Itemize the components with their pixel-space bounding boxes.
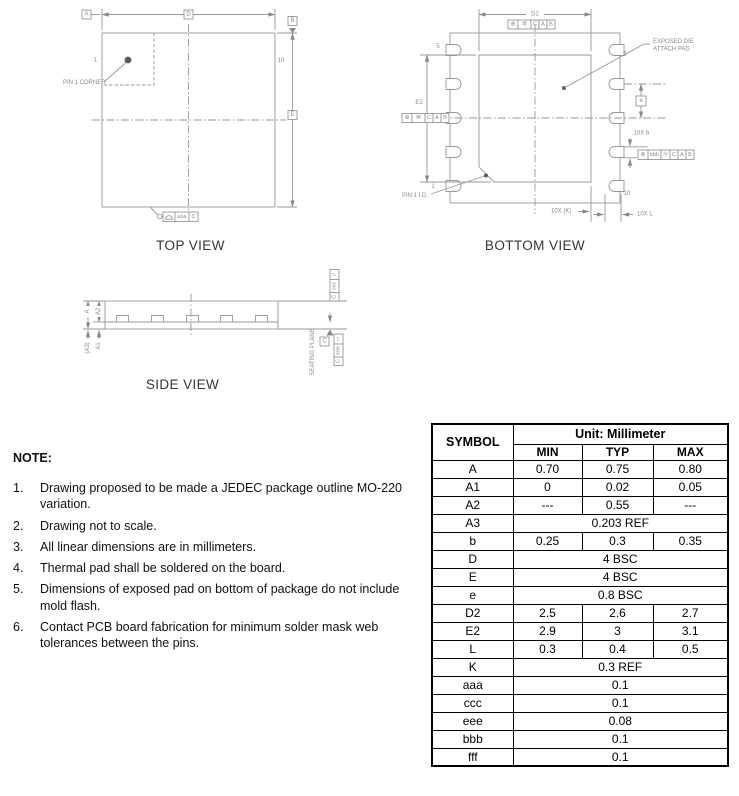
fcf-datum: B [688, 151, 692, 158]
note-item [13, 518, 421, 534]
dim-a-label: A [85, 309, 91, 314]
table-header-unit: Unit: Millimeter [513, 424, 728, 444]
note-item-text: Thermal pad shall be soldered on the board. [40, 561, 286, 575]
leader-circle [158, 214, 163, 219]
table-cell-symbol: A2 [432, 496, 513, 514]
table-cell-typ: 0.75 [582, 460, 653, 478]
table-row [432, 532, 728, 550]
table-header-symbol: SYMBOL [432, 424, 513, 460]
label-10x-l: 10X L [637, 211, 653, 218]
table-cell-symbol: L [432, 640, 513, 658]
table-cell-symbol: A1 [432, 478, 513, 496]
note-item-number: 6. [13, 619, 24, 634]
table-row [432, 748, 728, 766]
parallelism-symbol-icon: // [331, 272, 338, 277]
fcf-datum: C [191, 213, 196, 220]
note-item-number: 3. [13, 539, 24, 554]
table-cell-typ: 0.4 [582, 640, 653, 658]
fcf-datum: A [541, 21, 545, 28]
position-symbol-icon: ⊕ [404, 115, 410, 122]
note-item [13, 480, 421, 513]
table-cell-symbol: K [432, 658, 513, 676]
note-item-number: 2. [13, 518, 24, 533]
note-item-text: All linear dimensions are in millimeters. [40, 539, 257, 554]
table-header-min: MIN [513, 444, 582, 460]
table-row [432, 730, 728, 748]
lead-bump [256, 316, 268, 323]
table-cell-min: 0 [513, 478, 582, 496]
table-row [432, 658, 728, 676]
position-symbol-icon: ⊕ [510, 21, 516, 28]
table-cell-typ: 3 [582, 622, 653, 640]
table-cell-value: 0.1 [513, 694, 728, 712]
mmc-modifier-icon: Ⓜ [662, 151, 669, 158]
table-cell-value: 0.203 REF [513, 514, 728, 532]
table-cell-value: 0.1 [513, 676, 728, 694]
bottom-view-title: BOTTOM VIEW [484, 238, 586, 253]
seating-plane-label: SEATING PLANE [310, 328, 316, 376]
fcf-datum: C [533, 21, 537, 28]
table-header-max: MAX [653, 444, 728, 460]
pad [446, 45, 461, 56]
pad [609, 181, 624, 192]
flatness-symbol-icon: ▱ [335, 336, 342, 342]
datum-c-label: C [322, 338, 327, 345]
table-cell-min: 0.3 [513, 640, 582, 658]
table-cell-typ: 0.55 [582, 496, 653, 514]
exposed-pad-label-line1: EXPOSED DIE [653, 39, 694, 45]
note-heading: NOTE: [13, 451, 52, 465]
dim-d-label: D [186, 11, 191, 18]
pin1-id-label: PIN 1 I.D. [402, 193, 429, 199]
table-cell-symbol: A [432, 460, 513, 478]
table-cell-min: 2.9 [513, 622, 582, 640]
table-cell-min: 0.25 [513, 532, 582, 550]
fcf-datum: C [335, 359, 342, 364]
lead-bump [152, 316, 164, 323]
fcf-datum: A [435, 115, 439, 122]
table-header-typ: TYP [582, 444, 653, 460]
table-cell-value: 0.08 [513, 712, 728, 730]
top-view-title: TOP VIEW [156, 238, 225, 253]
note-item-text: Dimensions of exposed pad on bottom of package do not include mold flash. [40, 582, 400, 613]
pad [609, 45, 624, 56]
datum-b-label: B [290, 18, 295, 25]
fcf-tolerance: aaa [177, 213, 187, 220]
table-row [432, 604, 728, 622]
leader-line [431, 176, 486, 195]
note-item [13, 619, 421, 652]
datum-b-triangle [289, 28, 296, 33]
table-cell-value: 0.1 [513, 730, 728, 748]
lead-bump [221, 316, 233, 323]
position-symbol-icon: ⊕ [640, 151, 646, 158]
table-cell-value: 4 BSC [513, 550, 728, 568]
pin5-number: 5 [436, 44, 440, 50]
note-item [13, 560, 421, 576]
table-cell-symbol: D [432, 550, 513, 568]
table-cell-min: 2.5 [513, 604, 582, 622]
fcf-datum: C [672, 151, 676, 158]
bottom-view [402, 9, 694, 222]
seating-plane-triangle [327, 330, 334, 336]
note-item-text: Drawing proposed to be made a JEDEC package outline MO-220 variation. [40, 481, 403, 512]
leader-line [564, 44, 644, 88]
pin1-number: 1 [93, 57, 98, 64]
table-cell-max: 3.1 [653, 622, 728, 640]
exposed-pad-label-line2: ATTACH PAD [653, 46, 690, 53]
table-cell-min: 0.70 [513, 460, 582, 478]
fcf-tolerance: eee [335, 345, 342, 356]
pin10-number: 10 [623, 191, 631, 197]
note-item-text: Contact PCB board fabrication for minimum solder mask web tolerances between the pins. [40, 619, 379, 650]
table-row [432, 496, 728, 514]
table-cell-max: 0.35 [653, 532, 728, 550]
table-cell-symbol: aaa [432, 676, 513, 694]
table-row [432, 712, 728, 730]
table-cell-symbol: A3 [432, 514, 513, 532]
table-cell-typ: 2.6 [582, 604, 653, 622]
pad [609, 147, 624, 158]
dim-e2-label: E2 [415, 100, 423, 106]
note-item [13, 581, 421, 614]
pad [446, 147, 461, 158]
table-row [432, 568, 728, 586]
side-view [83, 270, 347, 376]
fcf-datum: C [427, 115, 431, 122]
table-header-row [432, 424, 728, 444]
table-cell-symbol: D2 [432, 604, 513, 622]
table-row [432, 550, 728, 568]
fcf-datum: C [331, 294, 338, 299]
pin1-number: 1 [431, 184, 435, 190]
table-cell-symbol: eee [432, 712, 513, 730]
note-item-text: Drawing not to scale. [40, 518, 157, 533]
dim-table-body [432, 460, 728, 766]
table-cell-symbol: E2 [432, 622, 513, 640]
table-row [432, 676, 728, 694]
fcf-tolerance: bbb [649, 151, 660, 158]
label-10x-b: 10X b [633, 130, 650, 137]
table-cell-typ: 0.02 [582, 478, 653, 496]
fcf-datum: B [549, 21, 553, 28]
table-cell-symbol: fff [432, 748, 513, 766]
fcf-cell [163, 212, 175, 222]
note-list [13, 480, 421, 651]
dim-a1-label: A1 [96, 342, 102, 350]
lead-bump [187, 316, 199, 323]
pad [446, 79, 461, 90]
table-cell-max: 2.7 [653, 604, 728, 622]
table-cell-value: 0.8 BSC [513, 586, 728, 604]
leader-line [150, 207, 158, 215]
dim-e-label: E [290, 112, 295, 119]
table-row [432, 622, 728, 640]
note-item-number: 1. [13, 481, 24, 495]
pad [609, 79, 624, 90]
note-section [13, 451, 421, 656]
fcf-datum: A [680, 151, 684, 158]
pin1-corner-label: PIN 1 CORNER [63, 80, 106, 86]
table-row [432, 640, 728, 658]
table-row [432, 586, 728, 604]
table-cell-value: 0.3 REF [513, 658, 728, 676]
table-cell-symbol: ccc [432, 694, 513, 712]
table-cell-max: 0.05 [653, 478, 728, 496]
leader-line [104, 63, 126, 83]
table-row [432, 460, 728, 478]
table-cell-value: 0.1 [513, 748, 728, 766]
dim-a3-label: (A3) [85, 342, 91, 354]
dimension-table [431, 423, 729, 767]
fcf-tolerance: fff [522, 21, 527, 28]
table-cell-symbol: E [432, 568, 513, 586]
table-cell-max: --- [653, 496, 728, 514]
pin6-number: 6 [623, 51, 627, 58]
dim-e-pitch-label: e [639, 98, 643, 105]
side-view-title: SIDE VIEW [145, 377, 220, 392]
fcf-tolerance: fff [416, 115, 421, 122]
lead-bump [117, 316, 129, 323]
note-item [13, 539, 421, 555]
table-cell-max: 0.80 [653, 460, 728, 478]
fcf-datum: B [443, 115, 447, 122]
table-cell-symbol: b [432, 532, 513, 550]
table-row [432, 514, 728, 532]
package-profile-outline [105, 301, 278, 329]
fcf-tolerance: ccc [331, 281, 338, 291]
top-view [63, 9, 297, 222]
pin10-count-label: 10 [277, 58, 285, 64]
note-item-number: 5. [13, 582, 24, 597]
leader-dot [484, 174, 488, 178]
table-row [432, 694, 728, 712]
note-item-number: 4. [13, 561, 24, 575]
table-cell-symbol: bbb [432, 730, 513, 748]
dim-d2-label: D2 [531, 11, 539, 18]
datum-a-label: A [84, 11, 89, 18]
table-cell-value: 4 BSC [513, 568, 728, 586]
table-row [432, 478, 728, 496]
dim-a2-label: A2 [96, 307, 102, 316]
label-10x-k: 10X (K) [551, 208, 572, 215]
table-cell-min: --- [513, 496, 582, 514]
table-cell-max: 0.5 [653, 640, 728, 658]
table-cell-typ: 0.3 [582, 532, 653, 550]
table-cell-symbol: e [432, 586, 513, 604]
